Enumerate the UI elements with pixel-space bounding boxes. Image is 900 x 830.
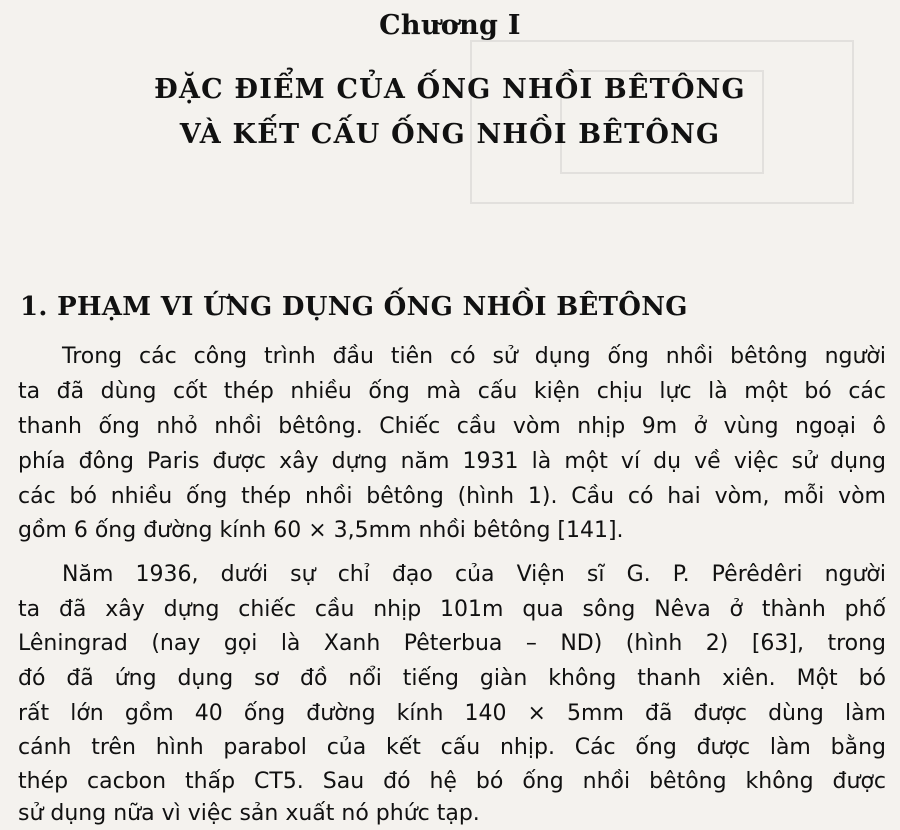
- chapter-label: Chương I: [379, 10, 521, 41]
- paragraph-line: thép cacbon thấp CT5. Sau đó hệ bó ống nhồi bêtông không được: [18, 769, 886, 794]
- chapter-title-line-1: ĐẶC ĐIỂM CỦA ỐNG NHỒI BÊTÔNG: [154, 74, 746, 105]
- paragraph-line: sử dụng nữa vì việc sản xuất nó phức tạp.: [18, 801, 480, 826]
- paragraph-line: gồm 6 ống đường kính 60 × 3,5mm nhồi bêtông [141].: [18, 518, 624, 543]
- section-heading: 1. PHẠM VI ỨNG DỤNG ỐNG NHỒI BÊTÔNG: [20, 292, 688, 322]
- paragraph-line: ta đã dùng cốt thép nhiều ống mà cấu kiện chịu lực là một bó các: [18, 379, 886, 404]
- paragraph-line: phía đông Paris được xây dựng năm 1931 là một ví dụ về việc sử dụng: [18, 449, 886, 474]
- paragraph-line: rất lớn gồm 40 ống đường kính 140 × 5mm đã được dùng làm: [18, 701, 886, 726]
- paragraph-line: đó đã ứng dụng sơ đồ nổi tiếng giàn không thanh xiên. Một bó: [18, 666, 886, 691]
- paragraph-line: thanh ống nhỏ nhồi bêtông. Chiếc cầu vòm nhịp 9m ở vùng ngoại ô: [18, 414, 886, 439]
- paragraph-line: Trong các công trình đầu tiên có sử dụng ống nhồi bêtông người: [62, 344, 886, 369]
- paragraph-line: ta đã xây dựng chiếc cầu nhịp 101m qua sông Nêva ở thành phố: [18, 597, 886, 622]
- chapter-title-line-2: VÀ KẾT CẤU ỐNG NHỒI BÊTÔNG: [179, 119, 721, 150]
- paragraph-line: các bó nhiều ống thép nhồi bêtông (hình 1). Cầu có hai vòm, mỗi vòm: [18, 484, 886, 509]
- paragraph-line: cánh trên hình parabol của kết cấu nhịp. Các ống được làm bằng: [18, 735, 886, 760]
- paragraph-line: Lêningrad (nay gọi là Xanh Pêterbua – ND) (hình 2) [63], trong: [18, 631, 886, 656]
- paragraph-line: Năm 1936, dưới sự chỉ đạo của Viện sĩ G. P. Pêrêdêri người: [62, 562, 886, 587]
